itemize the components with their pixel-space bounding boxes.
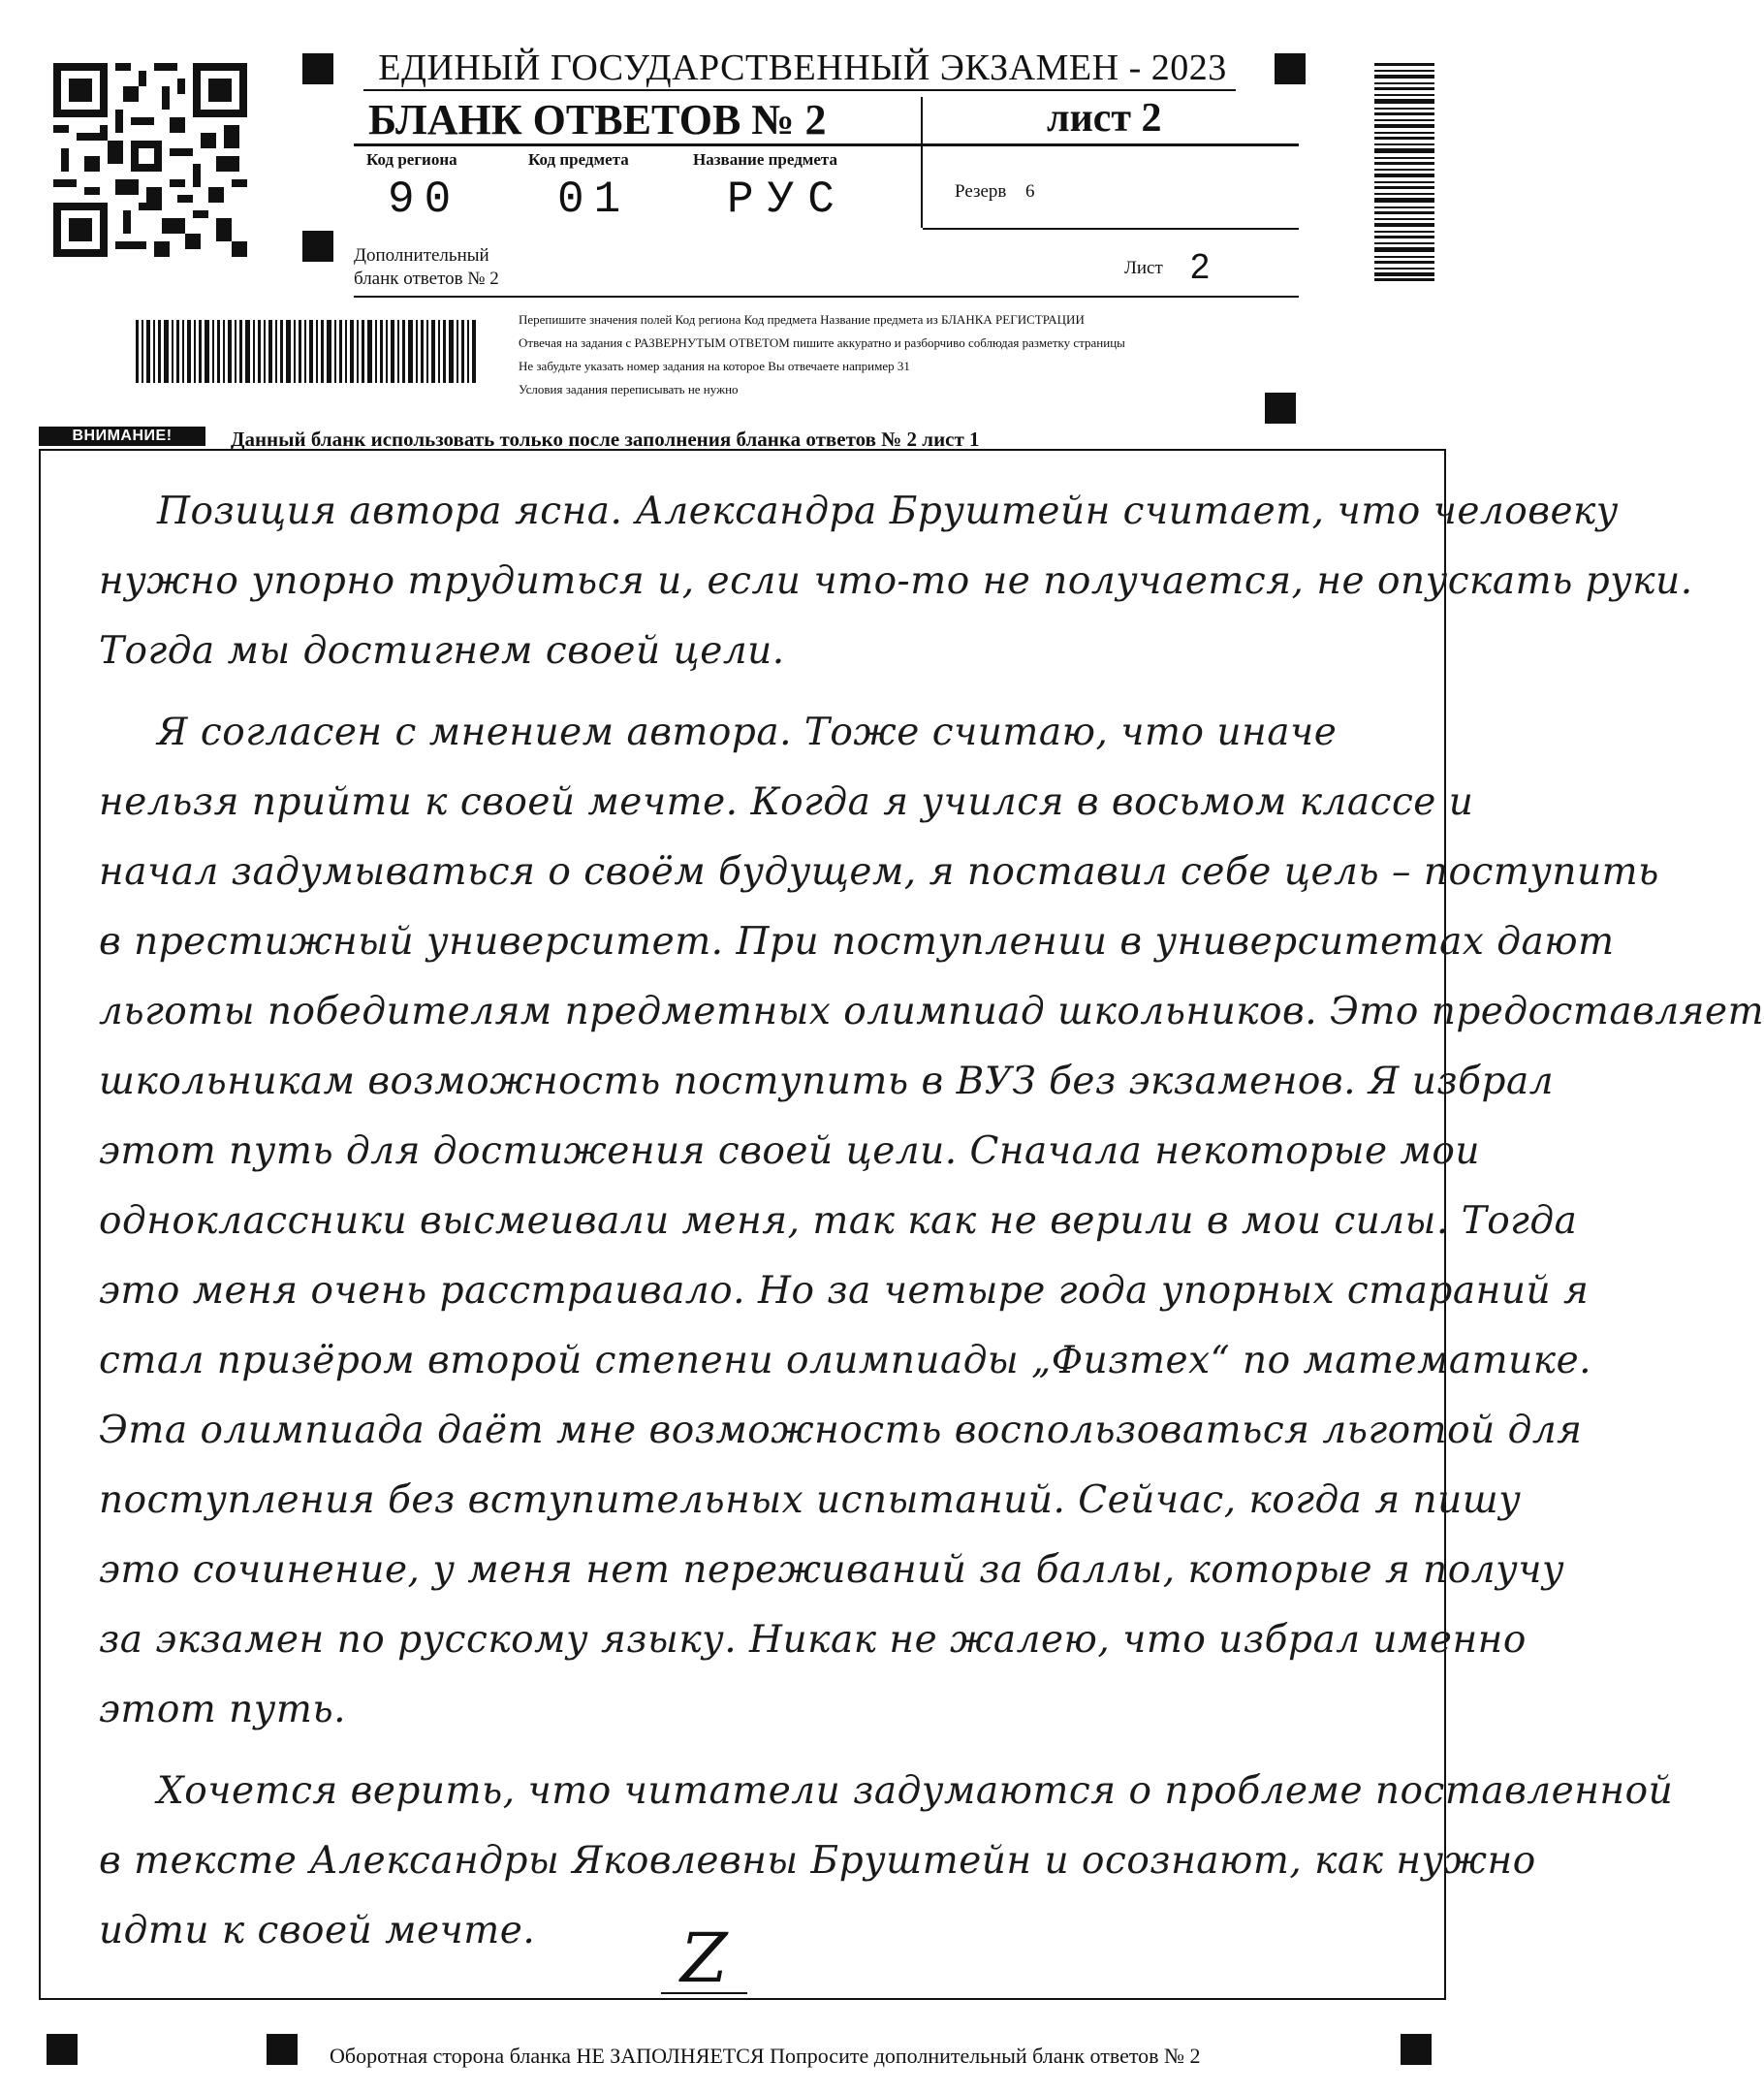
answer-line: этот путь для достижения своей цели. Сначала некоторые мои <box>99 1129 1480 1173</box>
registration-mark-mid-left <box>302 231 333 262</box>
additional-form-label-2: бланк ответов № 2 <box>354 269 499 289</box>
form-title: БЛАНК ОТВЕТОВ № 2 <box>368 96 827 143</box>
answer-line: Я согласен с мнением автора. Тоже считаю, что иначе <box>157 711 1338 754</box>
answer-line: в тексте Александры Яковлевны Бруштейн и осознают, как нужно <box>99 1839 1536 1883</box>
subject-code-value: 01 <box>557 174 631 225</box>
warning-badge: ВНИМАНИЕ! <box>39 427 205 446</box>
answer-line: этот путь. <box>99 1688 347 1731</box>
subject-name-label: Название предмета <box>693 150 837 169</box>
region-label: Код региона <box>366 150 457 169</box>
answer-line: Тогда мы достигнем своей цели. <box>99 629 785 673</box>
header-vertical-divider <box>921 97 923 228</box>
registration-mark-bottom-left <box>47 2034 78 2065</box>
sheet-value: 2 <box>1190 246 1211 286</box>
answer-line: Эта олимпиада даёт мне возможность воспользоваться льготой для <box>99 1409 1583 1452</box>
qr-code <box>53 63 247 257</box>
reserve-underline <box>923 228 1299 230</box>
header-divider <box>354 143 1299 146</box>
answer-line: стал призёром второй степени олимпиады „Физтех“ по математике. <box>99 1339 1592 1382</box>
answer-line: начал задумываться о своём будущем, я поставил себе цель – поступить <box>99 850 1659 894</box>
answer-line: школьникам возможность поступить в ВУЗ без экзаменов. Я избрал <box>99 1060 1555 1103</box>
answer-line: поступления без вступительных испытаний. Сейчас, когда я пишу <box>99 1478 1522 1522</box>
reserve-label: Резерв <box>955 181 1007 202</box>
answer-line: льготы победителям предметных олимпиад школьников. Это предоставляет <box>99 990 1764 1033</box>
additional-form-label: Дополнительный <box>354 245 489 266</box>
title-underline <box>363 89 1236 91</box>
answer-area[interactable] <box>39 449 1764 2000</box>
horizontal-barcode <box>136 320 480 383</box>
instruction-1: Перепишите значения полей Код региона Код предмета Название предмета из БЛАНКА РЕГИСТРАЦИИ <box>519 312 1085 327</box>
registration-mark-bottom-center <box>267 2034 298 2065</box>
sheet-title: лист 2 <box>1047 96 1162 141</box>
answer-line: это меня очень расстраивало. Но за четыре года упорных стараний я <box>99 1269 1590 1313</box>
registration-mark-mid-right <box>1265 393 1296 424</box>
reserve-value: 6 <box>1025 181 1035 202</box>
instruction-4: Условия задания переписывать не нужно <box>519 382 739 397</box>
exam-title: ЕДИНЫЙ ГОСУДАРСТВЕННЫЙ ЭКЗАМЕН - 2023 <box>378 48 1227 88</box>
answer-line: за экзамен по русскому языку. Никак не жалею, что избрал именно <box>99 1618 1527 1662</box>
subject-code-label: Код предмета <box>528 150 629 169</box>
registration-mark-top-right <box>1275 53 1306 84</box>
answer-line: это сочинение, у меня нет переживаний за баллы, которые я получу <box>99 1548 1565 1592</box>
answer-line: Хочется верить, что читатели задумаются о проблеме поставленной <box>157 1769 1674 1813</box>
answer-line: Позиция автора ясна. Александра Бруштейн считает, что человеку <box>157 490 1619 533</box>
header-bottom-line <box>354 296 1299 298</box>
subject-name-value: РУС <box>727 174 848 225</box>
answer-line: нужно упорно трудиться и, если что-то не получается, не опускать руки. <box>99 559 1693 603</box>
region-value: 90 <box>388 174 461 225</box>
sheet-label: Лист <box>1124 258 1163 278</box>
vertical-barcode <box>1374 63 1434 281</box>
end-mark: Z <box>661 1924 747 1994</box>
answer-line: нельзя прийти к своей мечте. Когда я учился в восьмом классе и <box>99 780 1474 824</box>
registration-mark-top-left <box>302 53 333 84</box>
instruction-2: Отвечая на задания с РАЗВЕРНУТЫМ ОТВЕТОМ пишите аккуратно и разборчиво соблюдая разметку страницы <box>519 335 1125 350</box>
registration-mark-bottom-right <box>1401 2034 1432 2065</box>
footer-text: Оборотная сторона бланка НЕ ЗАПОЛНЯЕТСЯ Попросите дополнительный бланк ответов № 2 <box>330 2044 1201 2068</box>
answer-line: идти к своей мечте. <box>99 1909 536 1952</box>
answer-line: в престижный университет. При поступлении в университетах дают <box>99 920 1615 964</box>
warning-text: Данный бланк использовать только после заполнения бланка ответов № 2 лист 1 <box>231 428 980 451</box>
instruction-3: Не забудьте указать номер задания на которое Вы отвечаете например 31 <box>519 359 910 373</box>
answer-line: одноклассники высмеивали меня, так как не верили в мои силы. Тогда <box>99 1199 1578 1243</box>
